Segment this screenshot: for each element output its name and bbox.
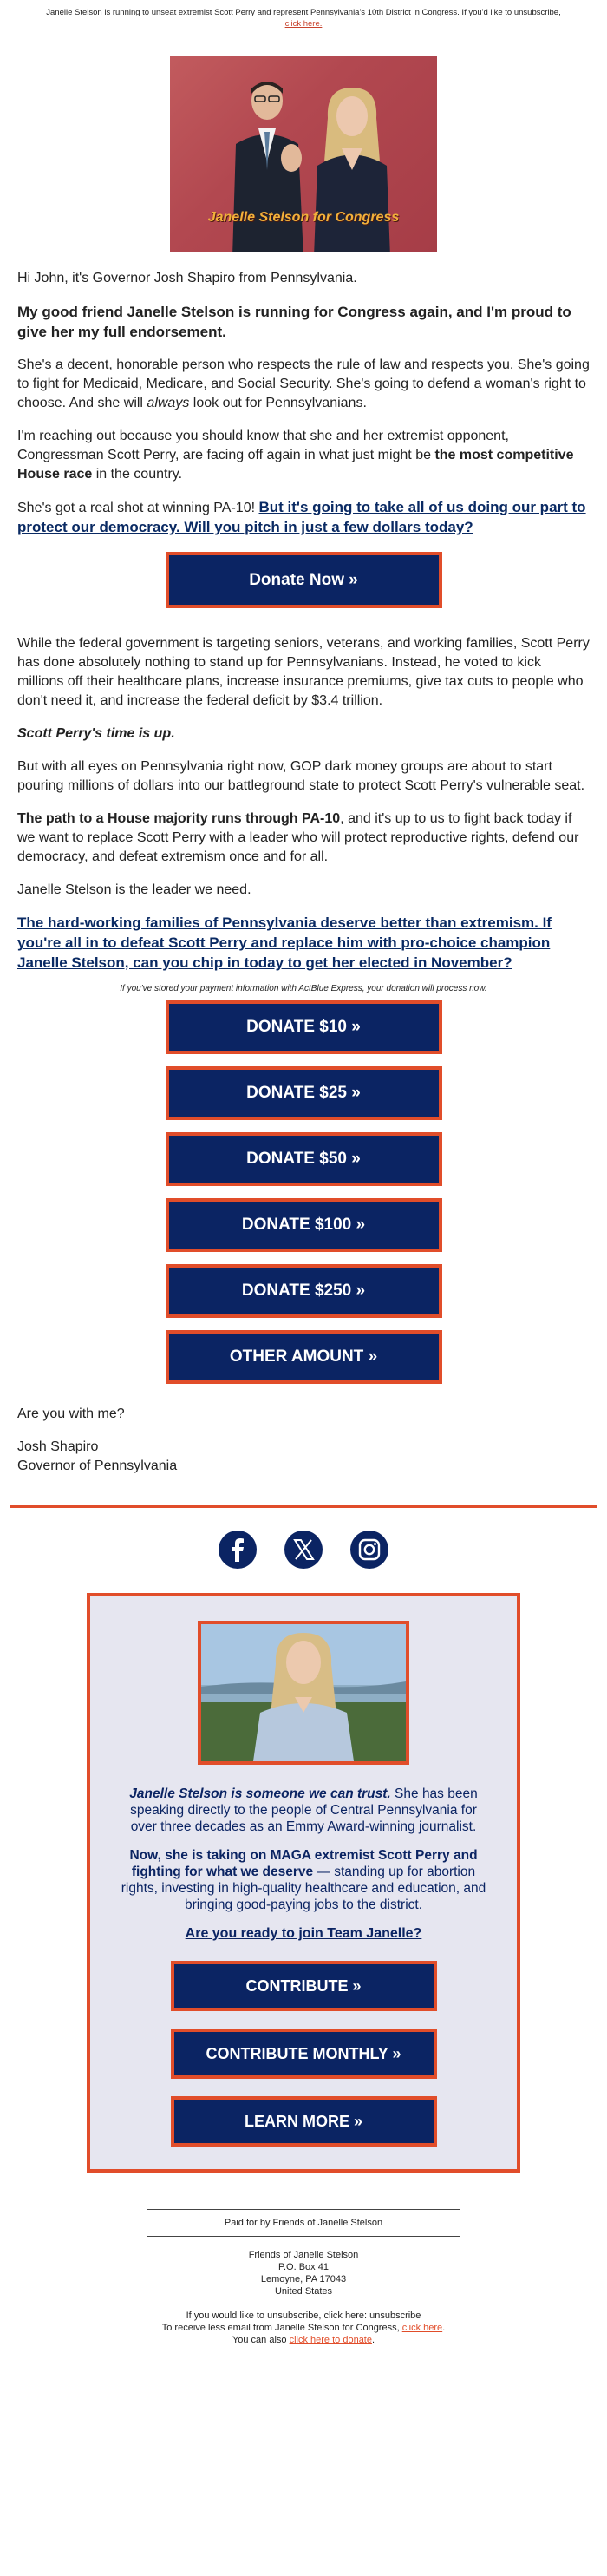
card-trust-paragraph: Janelle Stelson is someone we can trust. She has been speaking directly to the people of Central Pennsylvania for over three decades as an Emmy Award-winning journalist. [129,1786,478,1834]
preheader [0,0,607,29]
about-card [87,1593,520,2173]
social-links [0,1531,607,1577]
signature-name: Josh Shapiro [17,1439,99,1454]
greeting: Hi John, it's Governor Josh Shapiro from Pennsylvania. [17,271,357,285]
donate-25-button[interactable]: DONATE $25 » [166,1066,442,1120]
card-fight-paragraph: Now, she is taking on MAGA extremist Scott Perry and fighting for what we deserve — standing up for abortion rights, investing in high-quality healthcare and education, and bringing good-paying jobs to the district. [121,1848,486,1912]
footer-less-email: To receive less email from Janelle Stelson for Congress, click here. [161,2323,446,2333]
chip-in-link[interactable]: The hard-working families of Pennsylvania deserve better than extremism. If you're all in to defeat Scott Perry and replace him with pro-choice champion Janelle Stelson, can you chip in today to get her elected in November? [17,914,552,971]
card-ready-paragraph [116,1925,491,1942]
footer-donate-link[interactable]: click here to donate [289,2335,372,2345]
paragraph-race: I'm reaching out because you should know that she and her extremist opponent, Congressman Scott Perry, are facing off again in what just might be the most competitive House race in the country. [17,429,574,482]
less-email-link[interactable]: click here [401,2323,443,2333]
donate-10-button[interactable]: DONATE $10 » [166,1000,442,1054]
paragraph-dark-money: But with all eyes on Pennsylvania right now, GOP dark money groups are about to start pouring millions of dollars into our battleground state to protect Scott Perry's vulnerable seat. [17,759,585,793]
donate-50-button[interactable]: DONATE $50 » [166,1132,442,1186]
letter-body [0,269,607,538]
learn-more-button[interactable]: LEARN MORE » [171,2096,437,2147]
signoff [0,1405,607,1476]
footer-unsubscribe: If you would like to unsubscribe, click here: unsubscribe [186,2311,421,2321]
letter-body-2 [0,634,607,973]
footer-address-2: Lemoyne, PA 17043 [260,2274,347,2284]
footer-address-1: P.O. Box 41 [278,2262,329,2272]
join-team-link[interactable]: Are you ready to join Team Janelle? [185,1926,422,1941]
pitch-in-link[interactable]: But it's going to take all of us doing our part to protect our democracy. Will you pitch in just a few dollars today? [17,499,586,535]
footer [0,2249,607,2346]
contribute-button[interactable]: CONTRIBUTE » [171,1961,437,2011]
closing-question: Are you with me? [17,1406,125,1421]
woman-figure [309,83,395,252]
candidate-photo [198,1621,409,1765]
paragraph-chip-in [17,914,590,973]
section-divider [10,1505,597,1508]
donate-other-amount-button[interactable]: OTHER AMOUNT » [166,1330,442,1384]
donate-now-button[interactable]: Donate Now » [166,552,442,608]
facebook-icon[interactable] [219,1531,257,1569]
contribute-monthly-button[interactable]: CONTRIBUTE MONTHLY » [171,2029,437,2079]
preheader-text: Janelle Stelson is running to unseat extremist Scott Perry and represent Pennsylvania's 10th District in Congress. If you'd like to unsubscribe, [46,8,561,17]
unsubscribe-link-top[interactable]: click here. [284,19,323,29]
paragraph-federal: While the federal government is targeting seniors, veterans, and working families, Scott Perry has done absolutely nothing to stand up for Pennsylvanians. Instead, he voted to kick millions off their healthcare plans, increase insurance premiums, give tax cuts to people who don't need it, and increase the federal deficit by $3.4 trillion. [17,636,590,708]
donation-amounts [0,1000,607,1384]
hero-caption: Janelle Stelson for Congress [207,210,400,225]
paragraph-pitch: She's got a real shot at winning PA-10! But it's going to take all of us doing our part to protect our democracy. Will you pitch in just a few dollars today? [17,499,586,535]
instagram-icon[interactable] [350,1531,388,1569]
paragraph-leader: Janelle Stelson is the leader we need. [17,882,251,897]
endorsement-paragraph: My good friend Janelle Stelson is running for Congress again, and I'm proud to give her my full endorsement. [17,304,571,340]
actblue-note: If you've stored your payment information with ActBlue Express, your donation will process now. [120,984,487,993]
footer-country: United States [274,2286,333,2297]
footer-donate: You can also click here to donate. [232,2335,375,2345]
paragraph-majority: The path to a House majority runs through PA-10, and it's up to us to fight back today if we want to replace Scott Perry with a leader who will protect reproductive rights, defend our democracy, and defeat extremism once and for all. [17,811,579,864]
paragraph-time-up: Scott Perry's time is up. [17,726,175,741]
footer-org: Friends of Janelle Stelson [248,2250,359,2260]
hero-image [170,56,437,252]
donate-250-button[interactable]: DONATE $250 » [166,1264,442,1318]
paragraph-character: She's a decent, honorable person who respects the rule of law and respects you. She's going to fight for Medicaid, Medicare, and Social Security. She's going to defend a woman's right to choose. And she will always look out for Pennsylvanians. [17,357,590,410]
donate-100-button[interactable]: DONATE $100 » [166,1198,442,1252]
signature-title: Governor of Pennsylvania [17,1458,178,1473]
x-icon[interactable] [284,1531,323,1569]
paid-for-box: Paid for by Friends of Janelle Stelson [147,2209,460,2237]
